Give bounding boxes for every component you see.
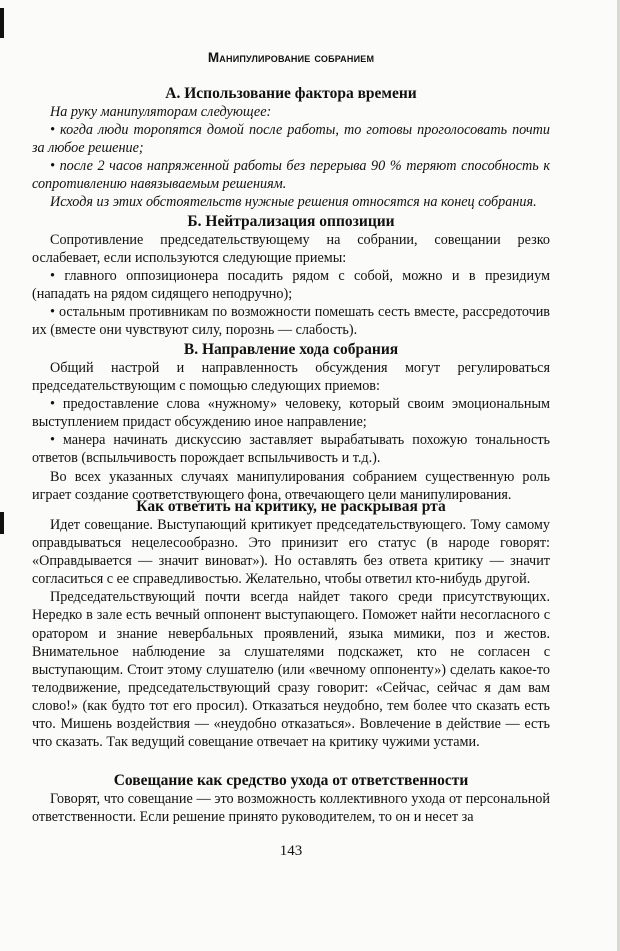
section-escape-para-1: Говорят, что совещание — это возможность коллективного ухода от персональной ответственности. Если решение принято руководителем, то он и несет за [32, 791, 550, 826]
section-v-intro: Общий настрой и направленность обсуждения могут регулироваться председательствующим с помощью следующих приемов: [32, 360, 550, 395]
section-b-intro: Сопротивление председательствующему на собрании, совещании резко ослабевает, если используются следующие приемы: [32, 232, 550, 267]
scan-margin-mark-top [0, 8, 4, 38]
section-escape [32, 771, 550, 826]
section-critique-para-2: Председательствующий почти всегда найдет такого среди присутствующих. Нередко в зале есть вечный оппонент выступающего. Поможет найти несогласного с оратором и знание невербальных проявлений, языка мимики, поз и жестов. Внимательное наблюдение за слушателями подскажет, кто не согласен с выступающим. Стоит этому слушателю (или «вечному оппоненту») сделать какое-то телодвижение, председательствующий сразу говорит: «Сейчас, сейчас я дам вам слово!» (как будто тот его просил). Отказаться неудобно, тем более что сказать есть что. Мишень воздействия — «неудобно отказаться». Вовлечение в действие — есть что сказать. Так ведущий совещание отвечает на критику чужими устами. [32, 589, 550, 751]
section-b [32, 212, 550, 340]
section-b-bullet-2: • остальным противникам по возможности помешать сесть вместе, рассредоточив их (вместе они чувствуют силу, порознь — слабость). [32, 304, 550, 339]
section-v-heading: В. Направление хода собрания [183, 341, 399, 358]
section-v [32, 340, 550, 504]
section-v-conclusion: Во всех указанных случаях манипулирования собранием существенную роль играет создание соответствующего фона, отвечающего цели манипулирования. [32, 468, 550, 503]
section-v-bullet-2: • манера начинать дискуссию заставляет вырабатывать похожую тональность ответов (вспыльчивость порождает вспыльчивость и т.д.). [32, 432, 550, 467]
page-title: Манипулирование собранием [207, 50, 375, 65]
page-number: 143 [279, 843, 303, 859]
section-v-bullet-1: • предоставление слова «нужному» человеку, который своим эмоциональным выступлением придаст обсуждению иное направление; [32, 396, 550, 431]
section-a-bullet-2: • после 2 часов напряженной работы без перерыва 90 % теряют способность к сопротивлению навязываемым решениям. [32, 158, 550, 193]
section-escape-heading: Совещание как средство ухода от ответственности [113, 772, 469, 789]
section-b-heading: Б. Нейтрализация оппозиции [187, 213, 395, 230]
section-a-bullet-1: • когда люди торопятся домой после работы, то готовы проголосовать почти за любое решение; [32, 122, 550, 157]
section-critique [32, 497, 550, 751]
section-b-bullet-1: • главного оппозиционера посадить рядом с собой, можно и в президиум (нападать на рядом сидящего неподручно); [32, 268, 550, 303]
scan-margin-mark-middle [0, 512, 4, 534]
section-a [32, 84, 550, 212]
section-a-conclusion: Исходя из этих обстоятельств нужные решения относятся на конец собрания. [50, 194, 537, 211]
section-critique-para-1: Идет совещание. Выступающий критикует председательствующего. Тому самому оправдываться нецелесообразно. Это принизит его статус (в народе говорят: «Оправдывается — значит виноват»). Но оставлять без ответа критику — значит согласиться с ее справедливостью. Желательно, чтобы ответил кто-нибудь другой. [32, 517, 550, 588]
section-a-intro: На руку манипуляторам следующее: [50, 104, 272, 120]
section-critique-heading: Как ответить на критику, не раскрывая рта [136, 498, 446, 515]
section-a-heading: А. Использование фактора времени [165, 85, 417, 102]
